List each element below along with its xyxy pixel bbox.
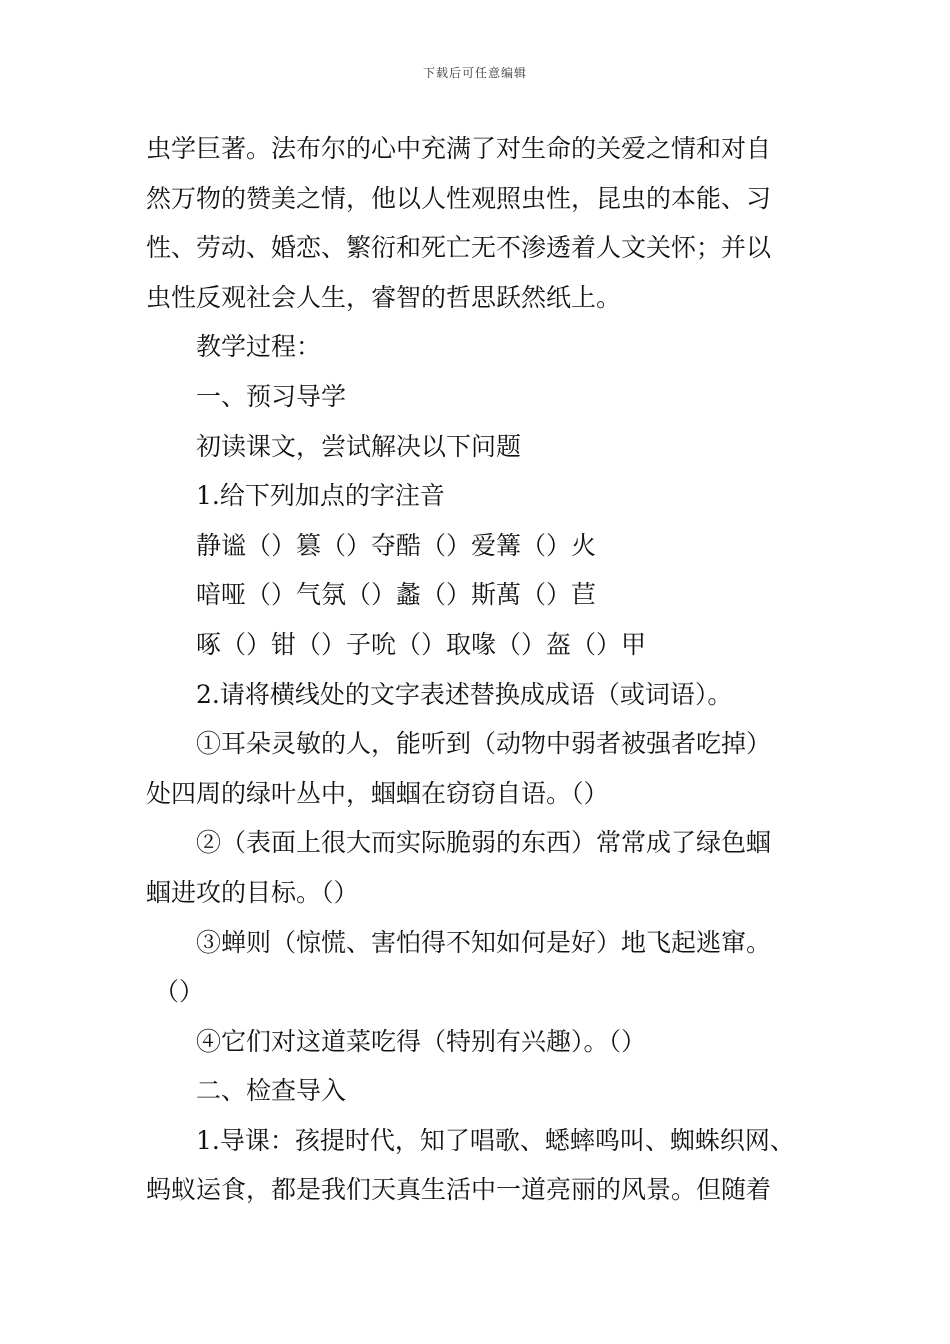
paragraph-line: 初读课文，尝试解决以下问题 <box>196 431 522 461</box>
question-1: 1.给下列加点的字注音 <box>196 481 445 511</box>
pinyin-row-3: 啄（）钳（）子吮（）取喙（）盔（）甲 <box>196 629 647 659</box>
section-heading-check-intro: 二、检查导入 <box>196 1076 347 1106</box>
paragraph-line: 蚂蚁运食，都是我们天真生活中一道亮丽的风景。但随着 <box>146 1175 772 1205</box>
paragraph-line: 然万物的赞美之情，他以人性观照虫性，昆虫的本能、习 <box>146 183 772 213</box>
section-heading-preview: 一、预习导学 <box>196 381 347 411</box>
section-heading-teaching-process: 教学过程： <box>196 332 322 362</box>
pinyin-row-2: 喑哑（）气氛（）蠡（）斯萬（）苣 <box>196 580 597 610</box>
sub-question-1: ①耳朵灵敏的人，能听到（动物中弱者被强者吃掉） <box>196 729 772 759</box>
page-header: 下载后可任意编辑 <box>422 66 527 80</box>
sub-question-4: ④它们对这道菜吃得（特别有兴趣）。（） <box>196 1026 647 1056</box>
sub-question-2: ②（表面上很大而实际脆弱的东西）常常成了绿色蝈 <box>196 828 772 858</box>
paragraph-line: 虫性反观社会人生，睿智的哲思跃然纸上。 <box>146 282 622 312</box>
paragraph-line: 性、劳动、婚恋、繁衍和死亡无不渗透着人文关怀；并以 <box>146 233 772 263</box>
sub-question-2-continued: 蝈进攻的目标。（） <box>146 877 359 907</box>
question-2: 2.请将横线处的文字表述替换成成语（或词语）。 <box>196 679 733 709</box>
sub-question-1-continued: 处四周的绿叶丛中，蝈蝈在窃窃自语。（） <box>146 778 609 808</box>
paragraph-line: 1.导课：孩提时代，知了唱歌、蟋蟀鸣叫、蜘蛛织网、 <box>196 1125 795 1155</box>
sub-question-3-continued: （） <box>154 977 205 1007</box>
pinyin-row-1: 静谧（）篡（）夺酷（）爱篝（）火 <box>196 530 597 560</box>
document-body <box>146 124 826 1215</box>
paragraph-line: 虫学巨著。法布尔的心中充满了对生命的关爱之情和对自 <box>146 134 772 163</box>
sub-question-3: ③蝉则（惊慌、害怕得不知如何是好）地飞起逃窜。 <box>196 927 772 957</box>
